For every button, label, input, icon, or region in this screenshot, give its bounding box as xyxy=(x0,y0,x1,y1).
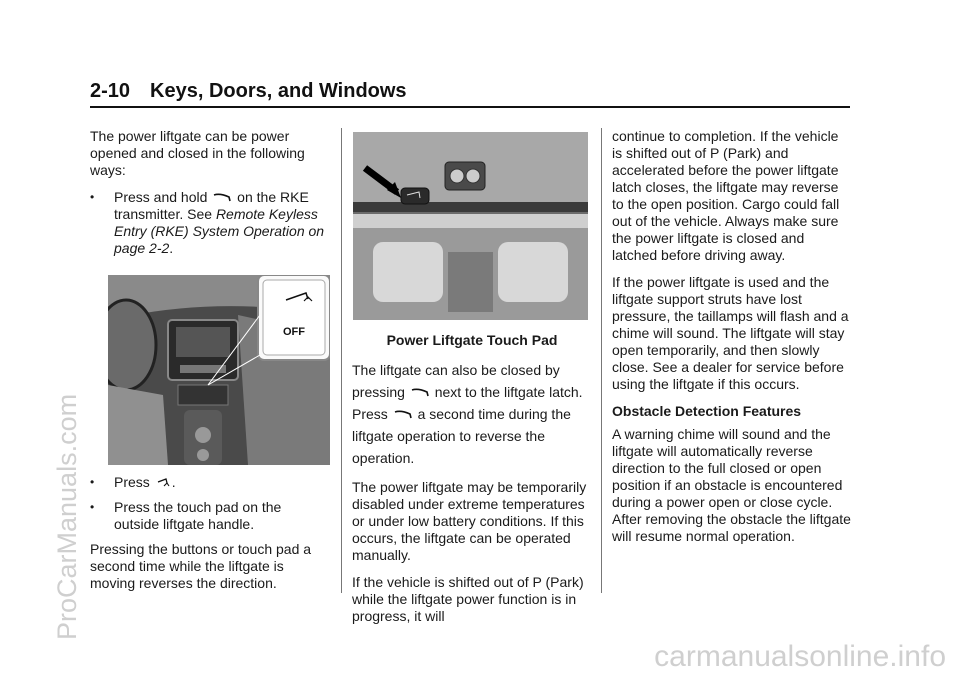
struts-paragraph: If the power liftgate is used and the liftgate support struts have lost pressure, the taillamps will flash and a chime will sound. The liftgate will stay open temporarily, and then slowly close. See a dealer for service before using the liftgate if this occurs. xyxy=(612,274,849,392)
dashboard-photo xyxy=(108,275,330,465)
liftgate-icon xyxy=(411,387,429,399)
obstacle-subheading: Obstacle Detection Features xyxy=(612,403,802,419)
bullet-rke xyxy=(90,189,330,257)
photo-caption: Power Liftgate Touch Pad xyxy=(386,332,558,348)
liftgate-button-icon xyxy=(156,476,170,490)
liftgate-photo xyxy=(353,132,588,320)
side-watermark: ProCarManuals.com xyxy=(52,393,82,640)
intro-paragraph: The power liftgate can be power opened and closed in the following ways: xyxy=(90,128,305,178)
bullet-press-button: • Press . xyxy=(90,474,176,490)
bottom-watermark: carmanualsonline.info xyxy=(654,640,946,673)
column-1-lower xyxy=(90,474,330,602)
close-by-pressing-paragraph: The liftgate can also be closed by pressing next to the liftgate latch. Press a second time during the liftgate operation to reverse the operation. xyxy=(352,362,583,466)
obstacle-paragraph: A warning chime will sound and the liftgate will automatically reverse direction to the full closed or open position if an obstacle is encountered during a power open or close cycle. After removing the obstacle the liftgate will resume normal operation. xyxy=(612,426,851,544)
liftgate-icon xyxy=(394,409,412,421)
liftgate-image xyxy=(353,132,588,320)
column-divider-2 xyxy=(601,128,602,593)
disabled-paragraph: The power liftgate may be temporarily disabled under extreme temperatures or under low battery conditions. If this occurs, the liftgate can be operated manually. xyxy=(352,479,587,563)
column-1 xyxy=(90,128,330,261)
off-label: OFF xyxy=(283,326,305,338)
section-title: Keys, Doors, and Windows xyxy=(150,80,407,102)
page-header xyxy=(90,80,407,103)
bullet-rke-text: Press and hold on the RKE transmitter. See Remote Keyless Entry (RKE) System Operation on page 2-2. xyxy=(114,189,325,256)
page-number: 2-10 xyxy=(90,80,131,102)
dashboard-image xyxy=(108,275,330,465)
column-2 xyxy=(352,326,592,635)
column-3 xyxy=(612,128,852,555)
column-divider-1 xyxy=(341,128,342,593)
bullet-dot: • xyxy=(90,190,95,204)
liftgate-icon xyxy=(213,192,231,204)
bullet-dot: • xyxy=(90,475,95,489)
rke-reference: Remote Keyless Entry (RKE) System Operation on page 2-2 xyxy=(114,206,325,256)
bullet-touch-pad: • Press the touch pad on the outside liftgate handle. xyxy=(90,499,282,532)
closing-paragraph: Pressing the buttons or touch pad a second time while the liftgate is moving reverses the direction. xyxy=(90,541,312,591)
header-rule xyxy=(90,106,850,108)
continuation-paragraph: continue to completion. If the vehicle is shifted out of P (Park) and accelerated before the power liftgate latch closes, the liftgate may reverse to the open position. Cargo could fall out of the vehicle. Always make sure the power liftgate is closed and latched before driving away. xyxy=(612,128,840,263)
bullet-dot: • xyxy=(90,500,95,514)
shift-paragraph: If the vehicle is shifted out of P (Park) while the liftgate power function is in progress, it will xyxy=(352,574,584,624)
